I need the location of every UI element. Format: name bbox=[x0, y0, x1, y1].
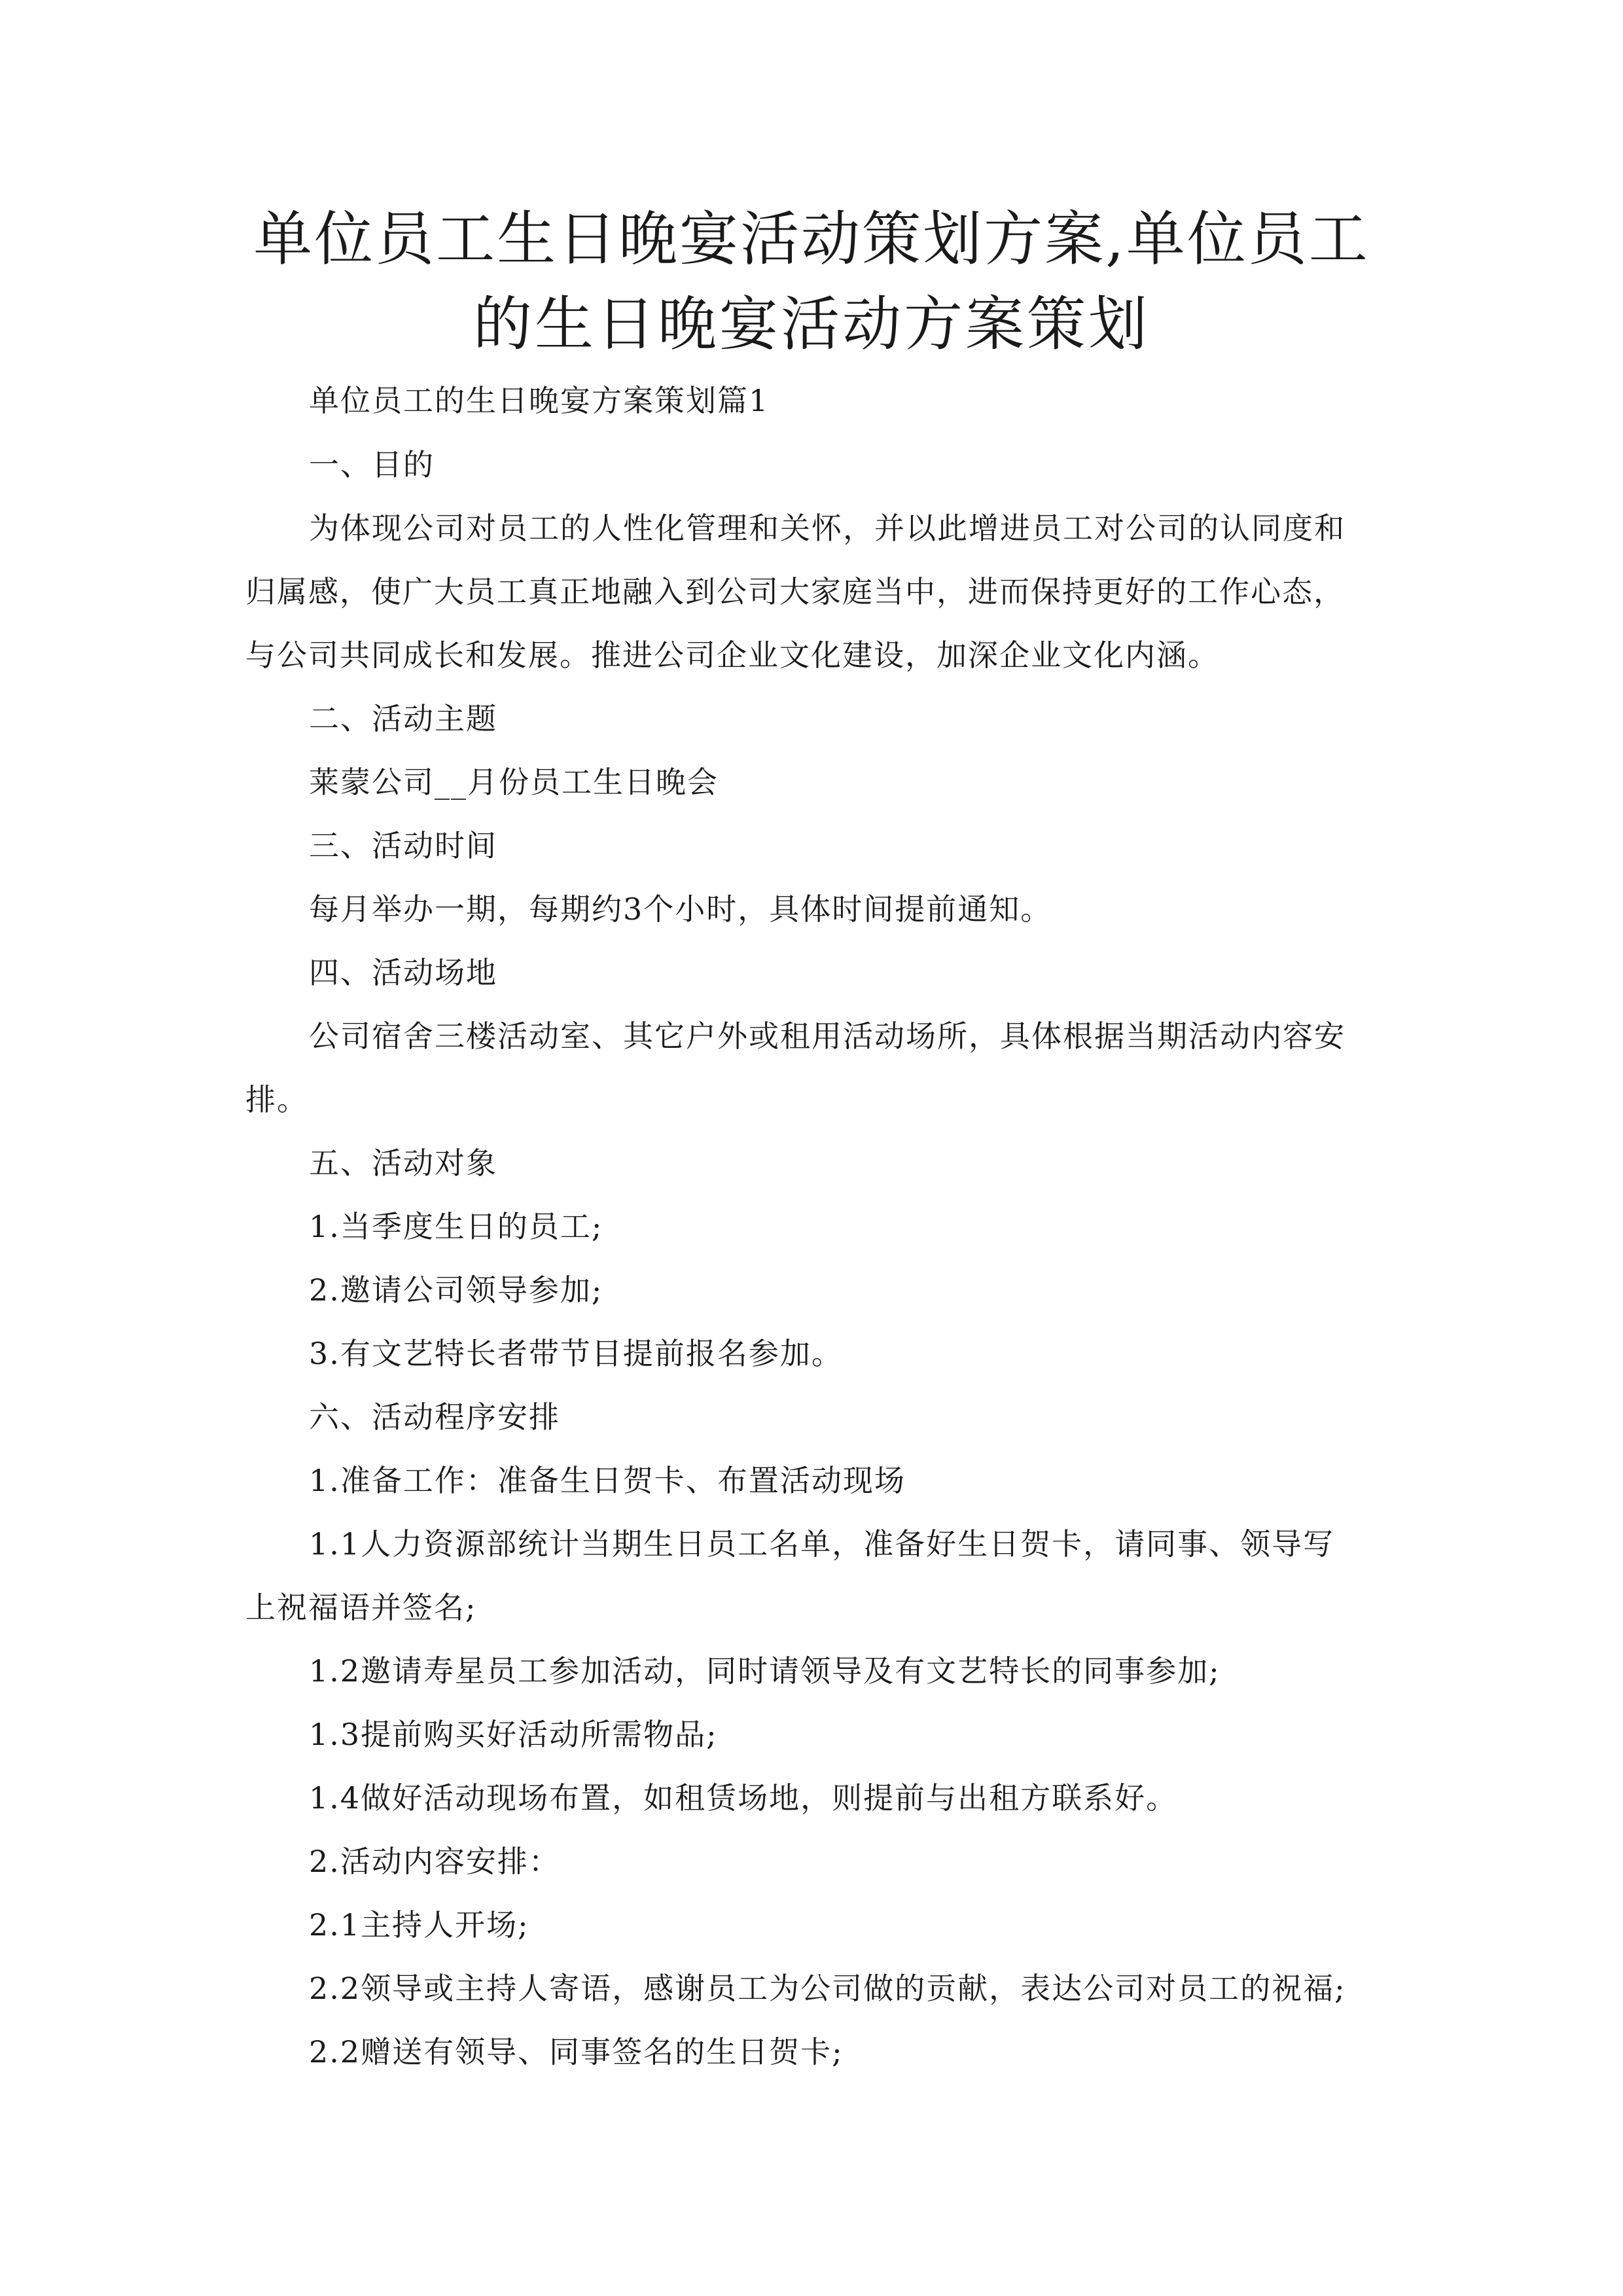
section-heading: 四、活动场地 bbox=[309, 955, 497, 990]
list-item: 2.活动内容安排： bbox=[309, 1844, 560, 1879]
paragraph-line: 每月举办一期，每期约3个小时，具体时间提前通知。 bbox=[309, 891, 1052, 927]
paragraph-line: 与公司共同成长和发展。推进公司企业文化建设，加深企业文化内涵。 bbox=[245, 637, 1219, 673]
list-item: 3.有文艺特长者带节目提前报名参加。 bbox=[309, 1336, 843, 1371]
list-item: 1.2邀请寿星员工参加活动，同时请领导及有文艺特长的同事参加; bbox=[309, 1653, 1221, 1689]
section-heading: 六、活动程序安排 bbox=[309, 1399, 560, 1435]
section-heading: 五、活动对象 bbox=[309, 1145, 497, 1181]
section-heading: 三、活动时间 bbox=[309, 828, 497, 863]
paragraph-line: 为体现公司对员工的人性化管理和关怀，并以此增进员工对公司的认同度和 bbox=[309, 511, 1346, 546]
section-heading: 一、目的 bbox=[309, 447, 435, 482]
subtitle: 单位员工的生日晚宴方案策划篇1 bbox=[309, 383, 770, 418]
paragraph-line: 归属感，使广大员工真正地融入到公司大家庭当中，进而保持更好的工作心态， bbox=[245, 574, 1345, 609]
document-title-line-1: 单位员工生日晚宴活动策划方案,单位员工 bbox=[253, 205, 1370, 274]
list-item: 2.2赠送有领导、同事签名的生日贺卡; bbox=[309, 2034, 844, 2070]
paragraph-line: 公司宿舍三楼活动室、其它户外或租用活动场所，具体根据当期活动内容安 bbox=[309, 1018, 1346, 1054]
list-item: 1.1人力资源部统计当期生日员工名单，准备好生日贺卡，请同事、领导写 bbox=[309, 1526, 1335, 1562]
paragraph-line: 排。 bbox=[245, 1082, 308, 1117]
section-heading: 二、活动主题 bbox=[309, 701, 497, 736]
document-title-line-2: 的生日晚宴活动方案策划 bbox=[473, 290, 1150, 359]
paragraph-line: 上祝福语并签名; bbox=[245, 1590, 477, 1625]
list-item: 1.4做好活动现场布置，如租赁场地，则提前与出租方联系好。 bbox=[309, 1780, 1178, 1816]
list-item: 1.3提前购买好活动所需物品; bbox=[309, 1717, 718, 1752]
list-item: 2.2领导或主持人寄语，感谢员工为公司做的贡献，表达公司对员工的祝福; bbox=[309, 1971, 1346, 2006]
list-item: 1.准备工作：准备生日贺卡、布置活动现场 bbox=[309, 1463, 906, 1498]
list-item: 1.当季度生日的员工; bbox=[309, 1209, 603, 1244]
list-item: 2.邀请公司领导参加; bbox=[309, 1272, 603, 1308]
list-item: 2.1主持人开场; bbox=[309, 1907, 529, 1943]
paragraph-line: 莱蒙公司__月份员工生日晚会 bbox=[309, 764, 719, 800]
